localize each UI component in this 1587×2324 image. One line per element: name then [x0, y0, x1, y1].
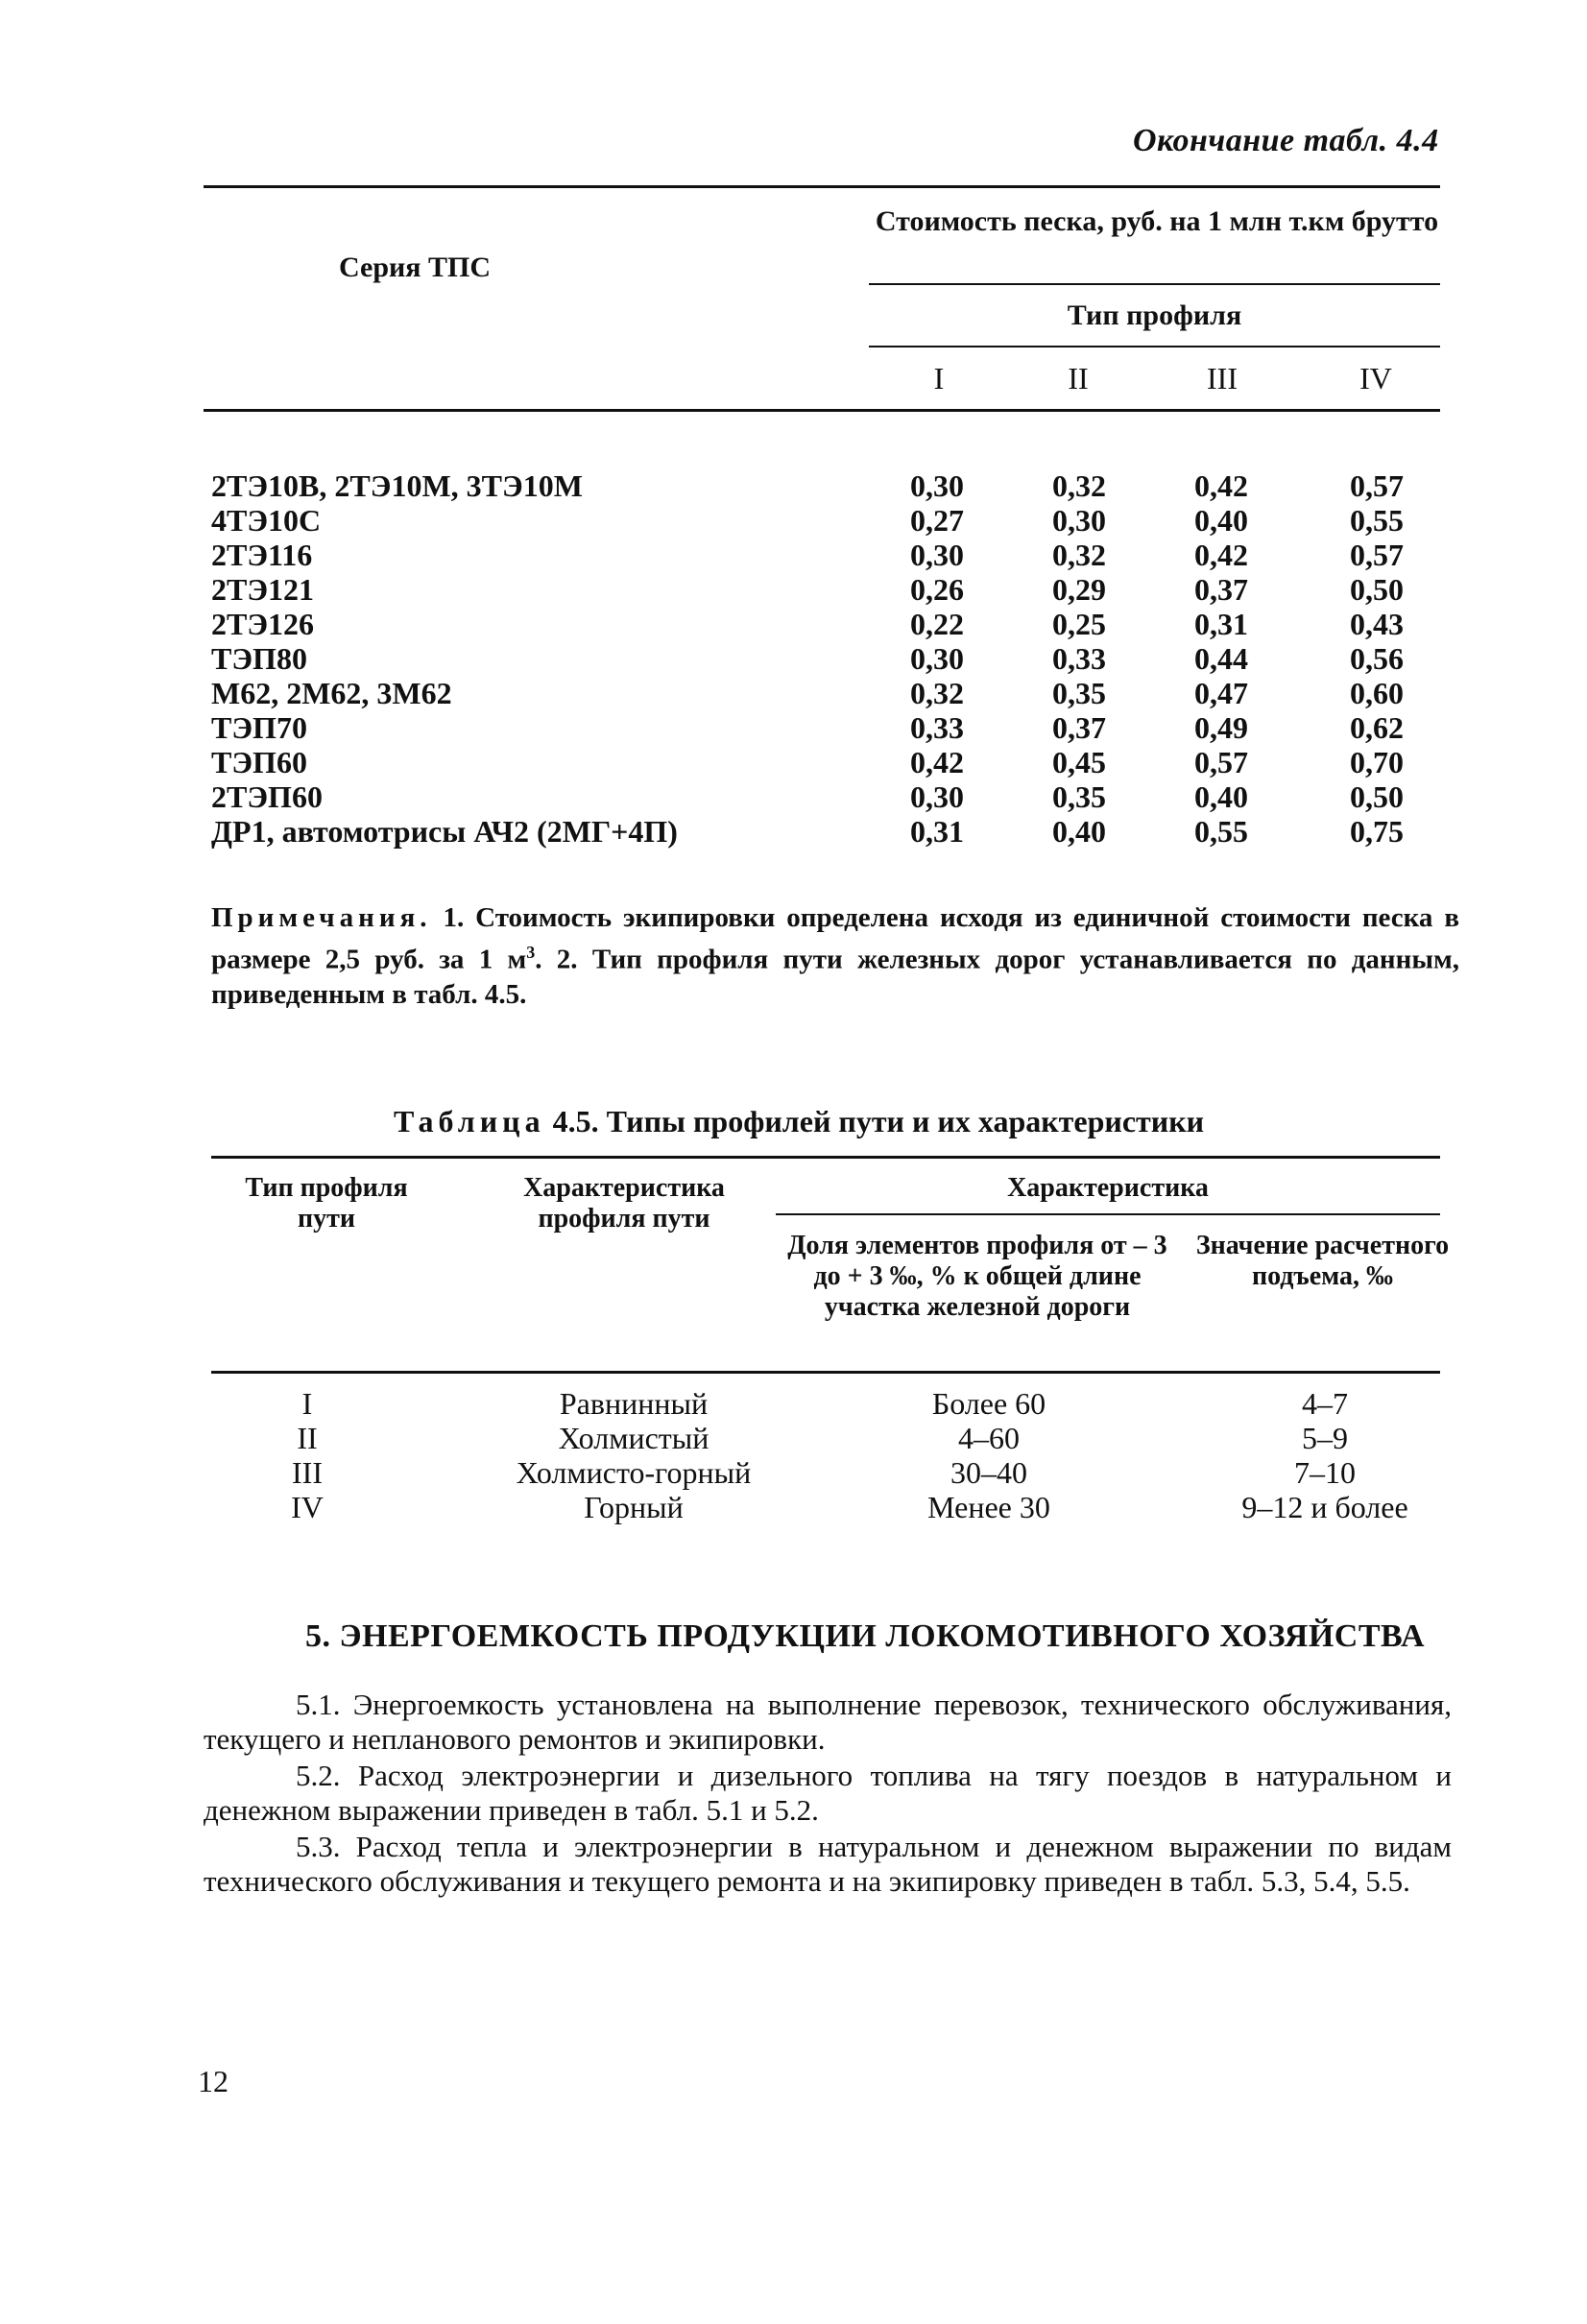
cost-value: 0,26 [910, 572, 964, 607]
series-name: 2ТЭ10В, 2ТЭ10М, 3ТЭ10М [211, 468, 583, 503]
table-row [211, 468, 1479, 503]
section-title: 5. ЭНЕРГОЕМКОСТЬ ПРОДУКЦИИ ЛОКОМОТИВНОГО ХОЗЯЙСТВА [305, 1618, 1426, 1654]
table-row [211, 572, 1479, 607]
profile-rise: 9–12 и более [1241, 1490, 1408, 1524]
table-row [211, 710, 1479, 745]
cost-value: 0,62 [1350, 710, 1404, 745]
continuation-label: Окончание табл. 4.4 [1133, 123, 1439, 158]
col-header-profile-type: Тип профиля [1067, 299, 1242, 331]
header-bottom-rule [204, 409, 1440, 412]
cost-value: 0,57 [1350, 538, 1404, 572]
cost-value: 0,56 [1350, 641, 1404, 676]
profile-rise: 7–10 [1294, 1455, 1356, 1490]
cost-value: 0,35 [1052, 779, 1106, 814]
header-rule [869, 346, 1440, 347]
cost-value: 0,75 [1350, 814, 1404, 849]
profile-char: Холмистый [558, 1421, 709, 1455]
series-name: ТЭП60 [211, 745, 307, 779]
header-rule [776, 1213, 1440, 1215]
cost-value: 0,55 [1194, 814, 1248, 849]
cost-value: 0,40 [1194, 503, 1248, 538]
profile-type: III [292, 1455, 323, 1490]
paragraph-5-2: 5.2. Расход электроэнергии и дизельного топлива на тягу поездов в натуральном и денежном выражении приведен в табл. 5.1 и 5.2. [204, 1759, 1452, 1827]
cost-value: 0,25 [1052, 607, 1106, 641]
series-name: ДР1, автомотрисы АЧ2 (2МГ+4П) [211, 814, 678, 849]
profile-char: Горный [584, 1490, 684, 1524]
col-header-char: Характеристика [1007, 1173, 1209, 1203]
cost-value: 0,32 [1052, 538, 1106, 572]
series-name: 4ТЭ10С [211, 503, 322, 538]
cost-value: 0,33 [1052, 641, 1106, 676]
notes-text-2: . 2. Тип профиля пути железных дорог устанавливается по данным, приведенным в табл. 4.5. [211, 944, 1459, 1010]
cost-value: 0,30 [910, 538, 964, 572]
page-number: 12 [198, 2064, 228, 2098]
profile-rise: 5–9 [1302, 1421, 1348, 1455]
header-rule [869, 283, 1440, 285]
col-header-cost: Стоимость песка, руб. на 1 млн т.км брутто [875, 205, 1439, 237]
col-header-rise: Значение расчетного подъема, ‰ [1195, 1231, 1450, 1291]
table-row [211, 1421, 1440, 1455]
notes-text-1: 1. Стоимость экипировки определена исходя из единичной стоимости песка в размере 2,5 руб. за 1 м [211, 902, 1460, 975]
profile-char: Холмисто-горный [516, 1455, 752, 1490]
profile-col-I: I [933, 361, 945, 395]
cost-value: 0,30 [910, 641, 964, 676]
cost-value: 0,60 [1350, 676, 1404, 710]
table-top-rule [211, 1156, 1440, 1159]
cost-value: 0,42 [910, 745, 964, 779]
cost-value: 0,44 [1194, 641, 1248, 676]
cost-value: 0,55 [1350, 503, 1404, 538]
cost-value: 0,42 [1194, 468, 1248, 503]
table-row [211, 607, 1479, 641]
table-caption: 4.5. Типы профилей пути и их характеристики [552, 1104, 1205, 1138]
cost-value: 0,57 [1350, 468, 1404, 503]
profile-char: Равнинный [559, 1386, 709, 1421]
cost-value: 0,49 [1194, 710, 1248, 745]
cost-value: 0,35 [1052, 676, 1106, 710]
cost-value: 0,29 [1052, 572, 1106, 607]
profile-share: Более 60 [931, 1386, 1046, 1421]
paragraph-5-3: 5.3. Расход тепла и электроэнергии в натуральном и денежном выражении по видам технического обслуживания и текущего ремонта и на экипировку приведен в табл. 5.3, 5.4, 5.5. [204, 1830, 1452, 1898]
table-row [211, 503, 1479, 538]
cost-value: 0,33 [910, 710, 964, 745]
notes-superscript: 3 [526, 943, 536, 962]
cost-value: 0,57 [1194, 745, 1248, 779]
profile-col-III: III [1207, 361, 1238, 395]
cost-value: 0,32 [910, 676, 964, 710]
cost-value: 0,22 [910, 607, 964, 641]
cost-value: 0,45 [1052, 745, 1106, 779]
table-row [211, 1455, 1440, 1490]
cost-value: 0,30 [910, 779, 964, 814]
profile-rise: 4–7 [1302, 1386, 1348, 1421]
cost-value: 0,37 [1052, 710, 1106, 745]
col-header-char-profile: Характеристика профиля пути [523, 1173, 725, 1234]
profile-share: Менее 30 [927, 1490, 1050, 1524]
series-name: 2ТЭП60 [211, 779, 323, 814]
table-row [211, 814, 1479, 849]
profile-share: 30–40 [950, 1455, 1027, 1490]
cost-value: 0,30 [910, 468, 964, 503]
table-row [211, 779, 1479, 814]
notes-label: Примечания. [211, 902, 432, 933]
cost-value: 0,27 [910, 503, 964, 538]
paragraph-5-1: 5.1. Энергоемкость установлена на выполнение перевозок, технического обслуживания, текущего и непланового ремонтов и экипировки. [204, 1688, 1452, 1756]
cost-value: 0,47 [1194, 676, 1248, 710]
series-name: М62, 2М62, 3М62 [211, 676, 452, 710]
series-name: ТЭП70 [211, 710, 307, 745]
col-header-share: Доля элементов профиля от – 3 до + 3 ‰, % к общей длине участка железной дороги [787, 1231, 1167, 1322]
table-row [211, 745, 1479, 779]
series-name: 2ТЭ116 [211, 538, 313, 572]
table-notes [211, 900, 1459, 1012]
cost-value: 0,50 [1350, 572, 1404, 607]
table-row [211, 538, 1479, 572]
profile-type: IV [291, 1490, 324, 1524]
table-top-rule [204, 185, 1440, 188]
cost-value: 0,40 [1194, 779, 1248, 814]
cost-value: 0,37 [1194, 572, 1248, 607]
table-row [211, 676, 1479, 710]
profile-type: I [301, 1386, 313, 1421]
table-4-5-title [394, 1104, 1204, 1139]
cost-value: 0,40 [1052, 814, 1106, 849]
table-row [211, 641, 1479, 676]
cost-value: 0,50 [1350, 779, 1404, 814]
series-name: 2ТЭ126 [211, 607, 315, 641]
col-header-type: Тип профиля пути [245, 1173, 408, 1234]
cost-value: 0,42 [1194, 538, 1248, 572]
profile-col-II: II [1068, 361, 1089, 395]
profile-share: 4–60 [958, 1421, 1020, 1455]
series-name: 2ТЭ121 [211, 572, 315, 607]
profile-type: II [297, 1421, 318, 1455]
series-name: ТЭП80 [211, 641, 307, 676]
profile-col-IV: IV [1359, 361, 1392, 395]
cost-value: 0,31 [910, 814, 964, 849]
table-label: Таблица [394, 1104, 545, 1138]
cost-value: 0,70 [1350, 745, 1404, 779]
cost-value: 0,43 [1350, 607, 1404, 641]
col-header-series: Серия ТПС [338, 252, 492, 283]
header-bottom-rule [211, 1371, 1440, 1374]
table-row [211, 1386, 1440, 1421]
table-row [211, 1490, 1440, 1524]
cost-value: 0,30 [1052, 503, 1106, 538]
cost-value: 0,31 [1194, 607, 1248, 641]
cost-value: 0,32 [1052, 468, 1106, 503]
